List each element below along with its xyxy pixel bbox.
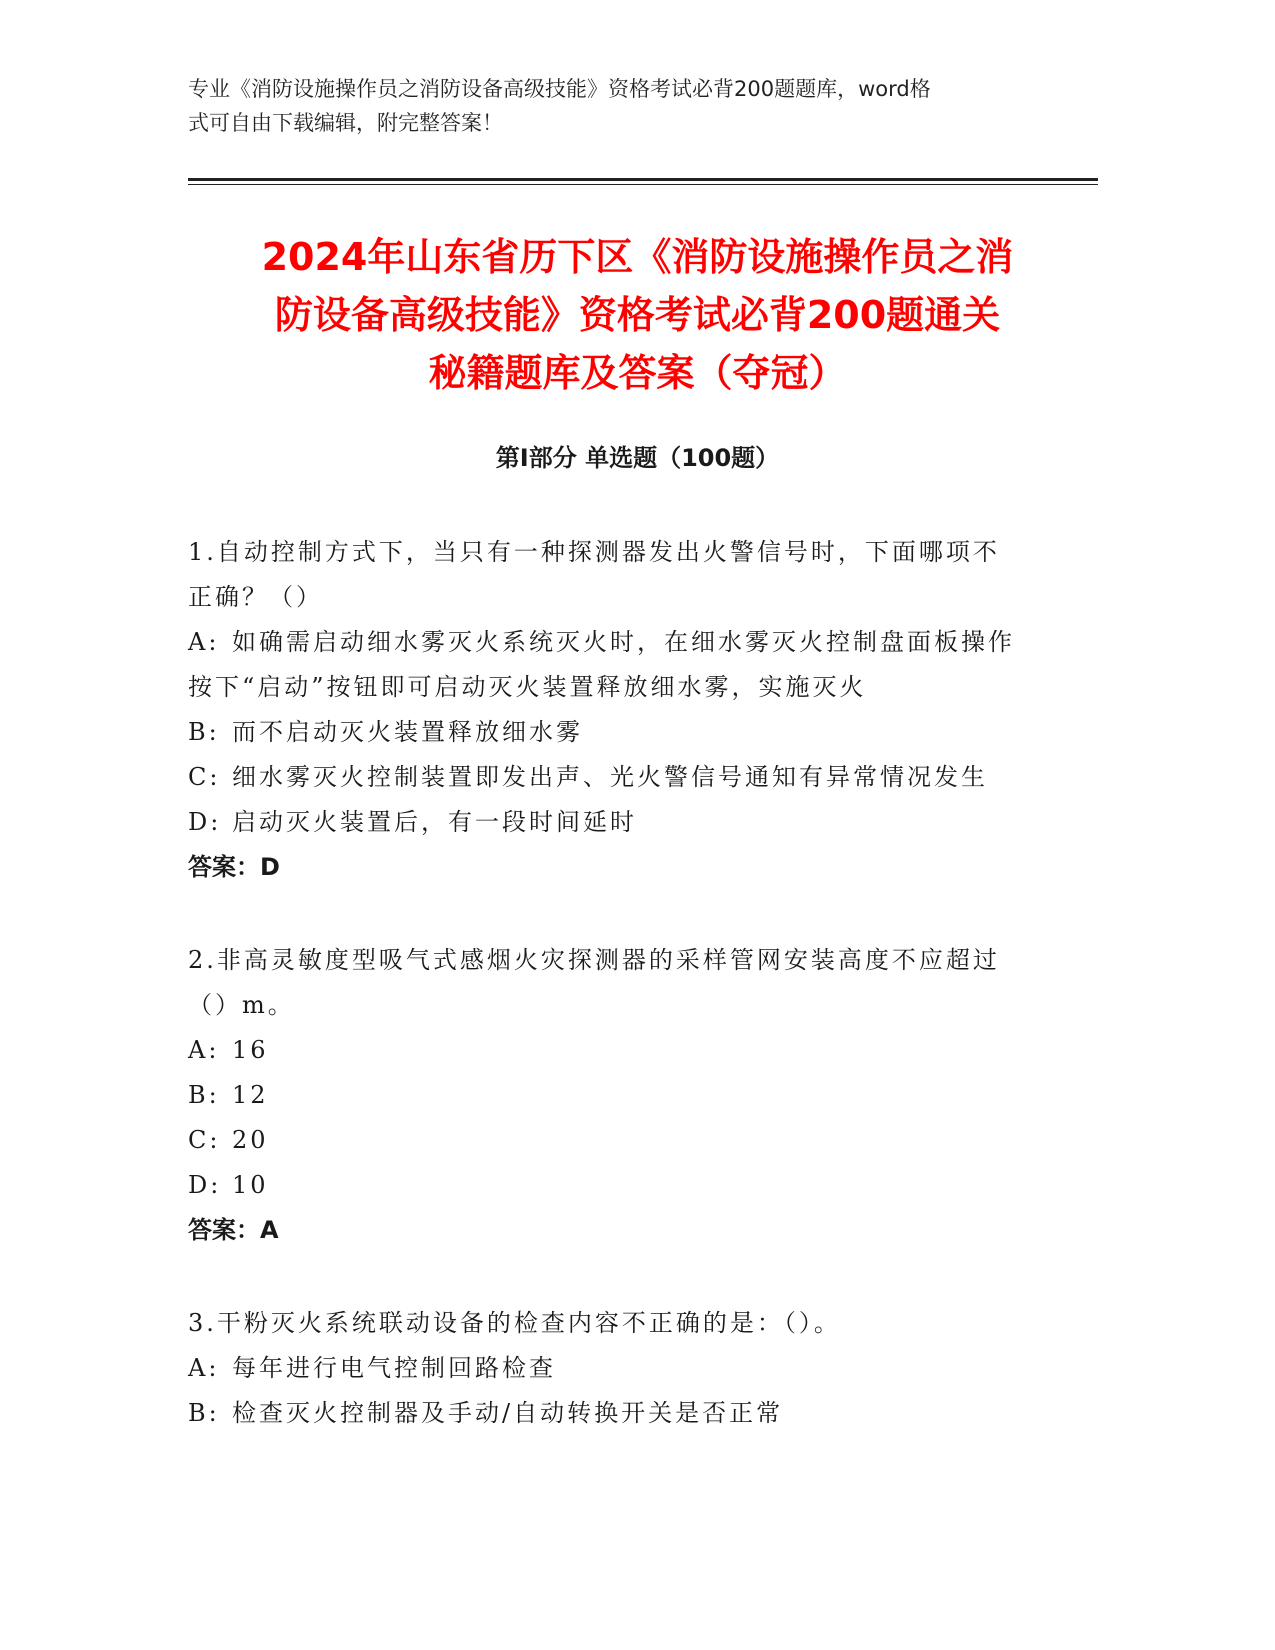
- question-stem: 1.自动控制方式下，当只有一种探测器发出火警信号时，下面哪项不: [188, 538, 1000, 566]
- header-line: 式可自由下载编辑，附完整答案！: [188, 111, 503, 135]
- option-row: [188, 800, 1068, 845]
- option-row: [188, 620, 1068, 665]
- option-text: 12: [232, 1081, 269, 1109]
- option-text: 而不启动灭火装置释放细水雾: [232, 718, 583, 746]
- option-row: [188, 1163, 1068, 1208]
- option-key: A:: [188, 628, 220, 656]
- option-text: 每年进行电气控制回路检查: [232, 1354, 556, 1382]
- page-header: [188, 72, 1078, 140]
- option-key: D:: [188, 1171, 222, 1199]
- question-stem: 正确？（）: [188, 583, 323, 611]
- option-text-continued: 按下“启动”按钮即可启动灭火装置释放细水雾，实施灭火: [188, 673, 867, 701]
- option-key: B:: [188, 718, 220, 746]
- title-line: 秘籍题库及答案（夺冠）: [428, 351, 847, 395]
- option-key: C:: [188, 763, 221, 791]
- option-key: B:: [188, 1081, 220, 1109]
- option-key: D:: [188, 808, 222, 836]
- answer-line: 答案：A: [188, 1216, 279, 1244]
- option-row: [188, 1391, 1068, 1436]
- option-row: [188, 710, 1068, 755]
- question-item: [188, 530, 1068, 890]
- option-key: C:: [188, 1126, 221, 1154]
- option-text: 16: [232, 1036, 269, 1064]
- question-stem: 3.干粉灭火系统联动设备的检查内容不正确的是：（）。: [188, 1309, 841, 1337]
- option-row: [188, 1073, 1068, 1118]
- header-divider-thick: [188, 178, 1098, 181]
- option-text: 20: [232, 1126, 269, 1154]
- question-stem: 2.非高灵敏度型吸气式感烟火灾探测器的采样管网安装高度不应超过: [188, 946, 1000, 974]
- option-key: B:: [188, 1399, 220, 1427]
- question-item: [188, 1301, 1068, 1436]
- option-key: A:: [188, 1036, 220, 1064]
- title-line: 防设备高级技能》资格考试必背200题通关: [274, 293, 1001, 337]
- option-text: 如确需启动细水雾灭火系统灭火时，在细水雾灭火控制盘面板操作: [232, 628, 1015, 656]
- question-list: [188, 530, 1068, 1484]
- header-line: 专业《消防设施操作员之消防设备高级技能》资格考试必背200题题库，word格: [188, 77, 931, 101]
- question-stem: （）m。: [188, 991, 295, 1019]
- option-row: [188, 1118, 1068, 1163]
- option-key: A:: [188, 1354, 220, 1382]
- section-title: 第Ⅰ部分 单选题（100题）: [495, 444, 780, 472]
- header-divider-thin: [188, 184, 1098, 185]
- option-text: 检查灭火控制器及手动/自动转换开关是否正常: [232, 1399, 784, 1427]
- question-item: [188, 938, 1068, 1253]
- option-row: [188, 755, 1068, 800]
- option-text: 细水雾灭火控制装置即发出声、光火警信号通知有异常情况发生: [232, 763, 988, 791]
- answer-line: 答案：D: [188, 853, 280, 881]
- document-title: [150, 228, 1125, 402]
- option-text: 10: [232, 1171, 269, 1199]
- option-row: [188, 1346, 1068, 1391]
- option-text: 启动灭火装置后，有一段时间延时: [232, 808, 637, 836]
- title-line: 2024年山东省历下区《消防设施操作员之消: [261, 235, 1014, 279]
- option-row: [188, 1028, 1068, 1073]
